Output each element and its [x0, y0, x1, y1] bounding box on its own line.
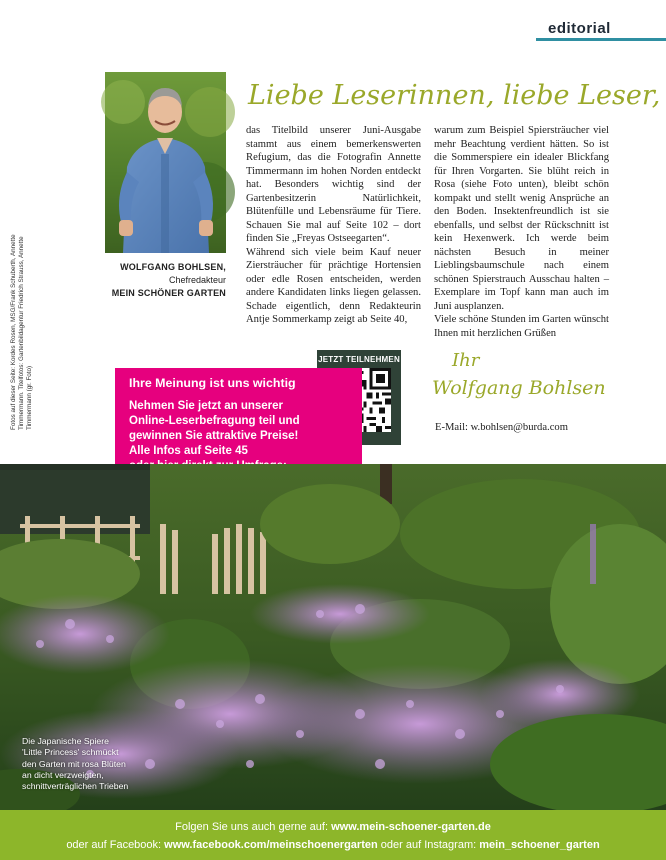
signature-line-1: Ihr [452, 350, 480, 371]
letter-column-1 [246, 124, 421, 327]
instagram-link[interactable]: mein_schoener_garten [479, 839, 600, 851]
qr-label: JETZT TEILNEHMEN [318, 355, 400, 364]
promo-line: gewinnen Sie attraktive Preise! [129, 430, 299, 442]
caption-line: an dicht verzweigten, [22, 769, 104, 780]
footer-bar [0, 810, 666, 860]
caption-line: Die Japanische Spiere [22, 736, 109, 746]
footer-line-1 [0, 821, 666, 833]
letter-column-2 [434, 124, 609, 340]
facebook-link[interactable]: www.facebook.com/meinschoenergarten [164, 839, 378, 851]
author-name: WOLFGANG BOHLSEN, [120, 262, 226, 272]
promo-line: Online-Leserbefragung teil und [129, 415, 300, 427]
signature [430, 346, 620, 408]
caption-line: 'Little Princess' schmückt [22, 747, 119, 758]
author-caption [105, 261, 226, 300]
survey-promo[interactable] [115, 368, 362, 464]
garden-caption [22, 736, 177, 792]
photo-credits: Fotos auf dieser Seite: Kordes Rosen, MSG/Frank Schuberth, Annette Timmermann. Titelfotos: Gartenbildagentur Friedrich Strauss, Annette Timmermann (gr. Foto) [10, 234, 33, 430]
promo-line: Alle Infos auf Seite 45 [129, 445, 248, 457]
caption-line: schnittverträglichen Trieben [22, 781, 129, 792]
footer-text: oder auf Facebook: [66, 839, 162, 851]
footer-text: Folgen Sie uns auch gerne auf: [175, 821, 329, 833]
letter-paragraph: das Titelbild unserer Juni-Ausgabe stammt aus einem bemerkenswerten Refugium, das die Fotografin Annette Timmermann im hohen Norden entdeckt hat. Besonders wichtig sind der Gartenbesitzerin Natürlichkeit, Blütenfülle und Lebensräume für Tiere. Schauen Sie mal auf Seite 102 – dort finden Sie „Freyas Ostseegarten“. [246, 125, 421, 244]
caption-line: den Garten mit rosa Blüten [22, 758, 126, 769]
signature-line-2: Wolfgang Bohlsen [432, 377, 606, 399]
promo-line: Nehmen Sie jetzt an unserer [129, 400, 284, 412]
footer-text: oder auf Instagram: [380, 839, 477, 851]
letter-paragraph: Während sich viele beim Kauf neuer Ziersträucher für prächtige Hortensien oder edle Rosen entscheiden, werden andere Kandidaten links liegen gelassen. Schade eigentlich, denn Redakteurin Antje Sommerkamp zeigt ab Seite 40, [246, 246, 421, 325]
promo-title: Ihre Meinung ist uns wichtig [129, 376, 296, 390]
website-link[interactable]: www.mein-schoener-garten.de [331, 821, 491, 833]
author-portrait [105, 72, 226, 253]
greeting-script [246, 72, 661, 116]
section-rule [536, 38, 666, 41]
letter-closing: Viele schöne Stunden im Garten wünscht Ihnen mit herzlichen Grüßen [434, 314, 610, 339]
footer-line-2 [0, 839, 666, 851]
section-label: editorial [548, 20, 611, 37]
greeting-text: Liebe Leserinnen, liebe Leser, [248, 80, 661, 111]
email-address[interactable]: E-Mail: w.bohlsen@burda.com [435, 422, 568, 433]
author-role: Chefredakteur [168, 275, 226, 285]
letter-paragraph: warum zum Beispiel Spiersträucher viel mehr Beachtung verdient hätten. So ist die Sommerspiere ein idealer Blickfang für Ihren Vorgarten. Sie blüht reich in Rosa (siehe Foto unten), bleibt schön kompakt und stellt wenig Ansprüche an den Boden. Insektenfreundlich ist sie ebenfalls, und selbst der Rückschnitt ist kein Hexenwerk. Ich werde beim nächsten Besuch in meiner Lieblingsbaumschule nach einem schönen Spierstrauch Ausschau halten – Exemplare im Topf kann man auch im Juni ausplanzen. [434, 125, 609, 312]
author-publication: MEIN SCHÖNER GARTEN [111, 288, 226, 298]
